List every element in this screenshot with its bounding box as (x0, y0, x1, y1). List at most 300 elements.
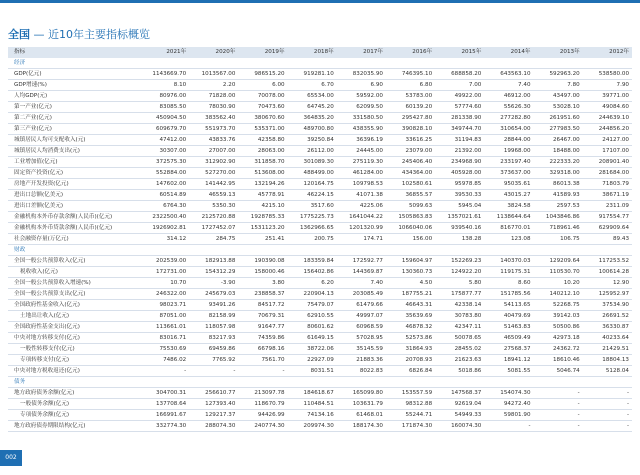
table-cell: 60968.59 (337, 321, 386, 332)
table-cell: 311858.70 (238, 156, 287, 167)
table-cell: 110484.51 (288, 398, 337, 409)
table-row (8, 321, 632, 332)
table-cell: 165099.80 (337, 387, 386, 398)
table-cell: 43833.76 (189, 134, 238, 145)
indicator-name: 全国政府性基金支出(亿元) (8, 321, 140, 332)
table-cell: 106.75 (534, 233, 583, 244)
table-cell: 46912.00 (484, 90, 533, 101)
table-cell: 21429.51 (583, 343, 632, 354)
table-cell: 41071.38 (337, 189, 386, 200)
table-cell: 2322500.40 (140, 211, 189, 222)
table-row (8, 189, 632, 200)
table-cell: 64745.20 (288, 101, 337, 112)
table-cell: 154074.30 (484, 387, 533, 398)
table-cell: 919281.10 (288, 68, 337, 79)
indicator-name: 城镇居民人均可支配收入(元) (8, 134, 140, 145)
table-cell: 95978.85 (435, 178, 484, 189)
table-cell: 55244.71 (386, 409, 435, 420)
table-cell: 92619.04 (435, 398, 484, 409)
table-cell: 78030.90 (189, 101, 238, 112)
column-header: 2016年 (412, 49, 433, 56)
table-cell: 18804.13 (583, 354, 632, 365)
table-cell: 1357021.61 (435, 211, 484, 222)
table-cell: 182913.88 (189, 255, 238, 266)
table-cell: 46224.15 (288, 189, 337, 200)
table-cell: 5081.55 (484, 365, 533, 376)
table-row (8, 68, 632, 79)
table-cell: 238858.37 (238, 288, 287, 299)
indicator-name: 进出口差额(亿美元) (8, 200, 140, 211)
table-cell: 246322.00 (140, 288, 189, 299)
table-cell: 83016.71 (140, 332, 189, 343)
table-cell: 277282.80 (484, 112, 533, 123)
table-cell: 7765.92 (189, 354, 238, 365)
table-cell: 438355.90 (337, 123, 386, 134)
table-cell: 127393.40 (189, 398, 238, 409)
table-cell: 137708.64 (140, 398, 189, 409)
table-cell: - (534, 387, 583, 398)
table-cell: 30307.00 (140, 145, 189, 156)
table-cell: 147602.00 (140, 178, 189, 189)
table-cell: 95035.61 (484, 178, 533, 189)
table-cell: 4.50 (386, 277, 435, 288)
table-cell: 461284.00 (337, 167, 386, 178)
table-cell: 4215.10 (238, 200, 287, 211)
indicator-name: 地方政府债务余额(亿元) (8, 387, 140, 398)
table-row (8, 365, 632, 376)
table-cell: 46559.13 (189, 189, 238, 200)
table-cell: 535371.00 (238, 123, 287, 134)
table-cell: 21883.36 (337, 354, 386, 365)
table-cell: 1201320.99 (337, 222, 386, 233)
table-cell: 213097.78 (238, 387, 287, 398)
table-cell: 152269.23 (435, 255, 484, 266)
table-cell: 1641044.22 (337, 211, 386, 222)
table-row (8, 233, 632, 244)
table-cell: 245679.03 (189, 288, 238, 299)
table-cell: 26467.00 (534, 134, 583, 145)
table-cell: 390828.10 (386, 123, 435, 134)
column-header: 2019年 (264, 49, 285, 56)
table-cell: 36330.87 (583, 321, 632, 332)
table-cell: 166991.67 (140, 409, 189, 420)
table-cell: 288074.30 (189, 420, 238, 431)
column-header: 指标 (14, 49, 26, 56)
table-cell: 450904.50 (140, 112, 189, 123)
table-row (8, 266, 632, 277)
indicator-name: 全国一般公共预算支出(亿元) (8, 288, 140, 299)
column-header: 2017年 (363, 49, 383, 56)
indicator-name: 专项转移支付(亿元) (8, 354, 140, 365)
table-cell: 52573.86 (386, 332, 435, 343)
table-cell: 251.41 (238, 233, 287, 244)
table-cell: 256610.77 (189, 387, 238, 398)
table-cell: 57774.60 (435, 101, 484, 112)
table-cell: 3824.58 (484, 200, 533, 211)
table-cell: 349744.70 (435, 123, 484, 134)
indicator-name: GDP增速(%) (8, 79, 140, 90)
table-cell: 27007.00 (189, 145, 238, 156)
table-cell: 2125720.88 (189, 211, 238, 222)
table-cell: 986515.20 (238, 68, 287, 79)
table-cell: - (534, 409, 583, 420)
table-cell: 1505863.83 (386, 211, 435, 222)
table-cell: 74359.86 (238, 332, 287, 343)
table-cell: 118670.79 (238, 398, 287, 409)
table-cell: 69459.86 (189, 343, 238, 354)
table-cell: 331580.50 (337, 112, 386, 123)
table-cell: 301089.30 (288, 156, 337, 167)
table-cell: 304700.31 (140, 387, 189, 398)
indicator-name: 第三产业(亿元) (8, 123, 140, 134)
table-cell: 12.90 (583, 277, 632, 288)
table-cell: 295427.80 (386, 112, 435, 123)
table-cell: 2597.53 (534, 200, 583, 211)
table-cell: 39142.03 (534, 310, 583, 321)
table-cell: 52268.75 (534, 299, 583, 310)
column-header: 2015年 (461, 49, 482, 56)
table-cell: 28844.00 (484, 134, 533, 145)
indicator-name: GDP(亿元) (8, 68, 140, 79)
table-cell: 49084.60 (583, 101, 632, 112)
table-cell: 33616.25 (386, 134, 435, 145)
indicator-name: 地方政府债券期限结构(亿元) (8, 420, 140, 431)
table-cell: 310654.00 (484, 123, 533, 134)
table-cell: 917554.77 (583, 211, 632, 222)
table-cell: 172592.77 (337, 255, 386, 266)
table-cell: 281684.00 (583, 167, 632, 178)
table-cell: 40479.69 (484, 310, 533, 321)
table-cell: 513608.00 (238, 167, 287, 178)
table-cell: 21623.63 (435, 354, 484, 365)
table-cell: 527270.00 (189, 167, 238, 178)
indicator-name: 进出口总额(亿美元) (8, 189, 140, 200)
indicator-name: 中央对地方转移支付(亿元) (8, 332, 140, 343)
table-cell: 38722.06 (288, 343, 337, 354)
table-cell: 83085.50 (140, 101, 189, 112)
table-cell: 42347.11 (435, 321, 484, 332)
indicator-name: 专项债务余额(亿元) (8, 409, 140, 420)
table-cell: 91647.77 (238, 321, 287, 332)
table-cell: 209974.30 (288, 420, 337, 431)
table-cell: 6.70 (288, 79, 337, 90)
table-cell: 125952.97 (583, 288, 632, 299)
table-row (8, 112, 632, 123)
table-cell: 10.70 (140, 277, 189, 288)
table-cell: 190390.08 (238, 255, 287, 266)
table-cell: 8.10 (140, 79, 189, 90)
indicator-name: 金融机构本外币贷款余额(人民币)(亿元) (8, 222, 140, 233)
table-cell: 1043846.86 (534, 211, 583, 222)
table-cell: 55626.30 (484, 101, 533, 112)
section-row (8, 58, 632, 69)
table-cell: 74134.16 (288, 409, 337, 420)
table-cell: 643563.10 (484, 68, 533, 79)
table-cell: 158000.46 (238, 266, 287, 277)
table-cell: 312902.90 (189, 156, 238, 167)
table-cell: 1926902.81 (140, 222, 189, 233)
table-cell: 1775225.73 (288, 211, 337, 222)
indicator-name: 第二产业(亿元) (8, 112, 140, 123)
table-cell: 434364.00 (386, 167, 435, 178)
table-cell: 59592.00 (337, 90, 386, 101)
table-row (8, 211, 632, 222)
table-cell: 174.71 (337, 233, 386, 244)
table-cell: 43497.00 (534, 90, 583, 101)
table-cell: - (189, 365, 238, 376)
table-cell: 46878.32 (386, 321, 435, 332)
table-cell: 153557.59 (386, 387, 435, 398)
table-cell: 7.40 (337, 277, 386, 288)
table-cell: 140212.10 (534, 288, 583, 299)
table-cell: 2311.09 (583, 200, 632, 211)
column-header: 2018年 (313, 49, 334, 56)
table-cell: - (534, 420, 583, 431)
table-cell: 5.80 (435, 277, 484, 288)
table-row (8, 310, 632, 321)
table-cell: 489700.80 (288, 123, 337, 134)
table-cell: 100614.28 (583, 266, 632, 277)
table-cell: 372575.30 (140, 156, 189, 167)
table-row (8, 398, 632, 409)
table-cell: 222333.20 (534, 156, 583, 167)
table-cell: 42973.18 (534, 332, 583, 343)
table-cell: 40233.64 (583, 332, 632, 343)
table-cell: - (484, 420, 533, 431)
table-cell: 138.28 (435, 233, 484, 244)
table-row (8, 123, 632, 134)
table-cell: 1013567.00 (189, 68, 238, 79)
table-cell: 5350.30 (189, 200, 238, 211)
table-cell: 329318.00 (534, 167, 583, 178)
indicator-name: 全国一般公共预算收入增速(%) (8, 277, 140, 288)
table-cell: 113661.01 (140, 321, 189, 332)
table-cell: 61649.15 (288, 332, 337, 343)
table-cell: 27568.37 (484, 343, 533, 354)
table-cell: 18941.12 (484, 354, 533, 365)
table-cell: 57028.95 (337, 332, 386, 343)
table-cell: 383562.40 (189, 112, 238, 123)
table-cell: 281338.90 (435, 112, 484, 123)
table-cell: 36855.57 (386, 189, 435, 200)
table-cell: 6.90 (337, 79, 386, 90)
table-cell: 21392.00 (435, 145, 484, 156)
table-cell: 31194.83 (435, 134, 484, 145)
indicator-name: 土地出让收入(亿元) (8, 310, 140, 321)
table-cell: 24445.00 (337, 145, 386, 156)
table-cell: 28455.02 (435, 343, 484, 354)
table-cell: 8.60 (484, 277, 533, 288)
table-cell: 20708.93 (386, 354, 435, 365)
table-cell: 373637.00 (484, 167, 533, 178)
table-cell: 151785.56 (484, 288, 533, 299)
table-row (8, 288, 632, 299)
table-cell: - (583, 420, 632, 431)
table-cell: 156402.86 (288, 266, 337, 277)
table-cell: 124922.20 (435, 266, 484, 277)
table-cell: 50078.65 (435, 332, 484, 343)
table-row (8, 332, 632, 343)
indicator-name: 第一产业(亿元) (8, 101, 140, 112)
table-cell: 26691.52 (583, 310, 632, 321)
table-cell: 245406.40 (386, 156, 435, 167)
table-cell: 609679.70 (140, 123, 189, 134)
table-row (8, 134, 632, 145)
table-cell: 187755.21 (386, 288, 435, 299)
table-cell: 171874.30 (386, 420, 435, 431)
section-label: 财政 (8, 244, 632, 255)
table-cell: - (140, 365, 189, 376)
table-cell: 35145.59 (337, 343, 386, 354)
table-cell: 30783.80 (435, 310, 484, 321)
table-cell: 7561.70 (238, 354, 287, 365)
table-cell: 688858.20 (435, 68, 484, 79)
table-cell: 71803.79 (583, 178, 632, 189)
indicator-name: 固定资产投资(亿元) (8, 167, 140, 178)
table-cell: 28063.00 (238, 145, 287, 156)
table-cell: 45778.91 (238, 189, 287, 200)
table-cell: 31864.93 (386, 343, 435, 354)
table-cell: 7.90 (583, 79, 632, 90)
table-row (8, 178, 632, 189)
table-cell: 1143669.70 (140, 68, 189, 79)
table-cell: 120164.75 (288, 178, 337, 189)
table-row (8, 420, 632, 431)
table-cell: 172731.00 (140, 266, 189, 277)
table-cell: 82158.99 (189, 310, 238, 321)
table-cell: 261951.60 (534, 112, 583, 123)
table-cell: 202539.00 (140, 255, 189, 266)
table-cell: 488499.00 (288, 167, 337, 178)
table-cell: 314.12 (140, 233, 189, 244)
table-cell: 54113.65 (484, 299, 533, 310)
table-cell: 405928.00 (435, 167, 484, 178)
column-header: 2020年 (215, 49, 236, 56)
table-cell: 208901.40 (583, 156, 632, 167)
table-cell: 10.20 (534, 277, 583, 288)
table-cell: 93491.26 (189, 299, 238, 310)
table-cell: 8031.51 (288, 365, 337, 376)
table-cell: 175877.77 (435, 288, 484, 299)
table-cell: 332774.30 (140, 420, 189, 431)
indicator-name: 人均GDP(元) (8, 90, 140, 101)
table-cell: 132194.26 (238, 178, 287, 189)
table-cell: 65534.00 (288, 90, 337, 101)
table-cell: 98023.71 (140, 299, 189, 310)
table-cell: 140370.03 (484, 255, 533, 266)
table-cell: 552884.00 (140, 167, 189, 178)
table-cell: 43015.27 (484, 189, 533, 200)
table-cell: 109798.53 (337, 178, 386, 189)
table-cell: 244856.20 (583, 123, 632, 134)
table-cell: 42338.14 (435, 299, 484, 310)
table-cell: - (583, 398, 632, 409)
table-cell: 84517.72 (238, 299, 287, 310)
table-cell: 60514.89 (140, 189, 189, 200)
table-cell: 832035.90 (337, 68, 386, 79)
table-cell: 37534.90 (583, 299, 632, 310)
table-row (8, 145, 632, 156)
table-cell: 86013.38 (534, 178, 583, 189)
table-cell: 200.75 (288, 233, 337, 244)
table-row (8, 354, 632, 365)
column-header: 2012年 (609, 49, 629, 56)
table-cell: 39530.33 (435, 189, 484, 200)
table-cell: 94426.99 (238, 409, 287, 420)
table-cell: 1531123.20 (238, 222, 287, 233)
table-cell: 50500.86 (534, 321, 583, 332)
table-cell: 70078.00 (238, 90, 287, 101)
table-cell: 66798.16 (238, 343, 287, 354)
table-cell: 39771.00 (583, 90, 632, 101)
table-cell: 18610.46 (534, 354, 583, 365)
table-cell: 98312.88 (386, 398, 435, 409)
table-cell: 284.75 (189, 233, 238, 244)
table-cell: 1362966.65 (288, 222, 337, 233)
table-cell: -3.90 (189, 277, 238, 288)
table-cell: 35639.69 (386, 310, 435, 321)
table-cell: 54949.33 (435, 409, 484, 420)
table-cell: 22927.09 (288, 354, 337, 365)
table-cell: - (238, 365, 287, 376)
page-title-subtitle: — 近10年主要指标概览 (30, 28, 150, 41)
table-row (8, 255, 632, 266)
table-cell: 18488.00 (534, 145, 583, 156)
table-cell: 592963.20 (534, 68, 583, 79)
indicator-name: 中央对地方税收返还(亿元) (8, 365, 140, 376)
table-cell: 118057.98 (189, 321, 238, 332)
table-cell: 6.20 (288, 277, 337, 288)
table-cell: 6764.30 (140, 200, 189, 211)
table-cell: 61479.66 (337, 299, 386, 310)
table-cell: 129209.64 (534, 255, 583, 266)
table-cell: 42358.80 (238, 134, 287, 145)
table-cell: 147568.37 (435, 387, 484, 398)
table-cell: 220904.13 (288, 288, 337, 299)
indicator-name: 税收收入(亿元) (8, 266, 140, 277)
page-number: 002 (0, 450, 22, 466)
table-cell: 38671.19 (583, 189, 632, 200)
table-cell: 5945.04 (435, 200, 484, 211)
table-body (8, 58, 632, 432)
table-cell: 26112.00 (288, 145, 337, 156)
table-cell: 234968.90 (435, 156, 484, 167)
table-cell: 6.80 (386, 79, 435, 90)
table-cell: 39250.84 (288, 134, 337, 145)
table-cell: 130360.73 (386, 266, 435, 277)
table-cell: 49922.00 (435, 90, 484, 101)
page-title (8, 26, 150, 42)
table-row (8, 299, 632, 310)
table-cell: 1727452.07 (189, 222, 238, 233)
indicator-name: 全国一般公共预算收入(亿元) (8, 255, 140, 266)
table-row (8, 167, 632, 178)
indicator-name: 金融机构本外币存款余额(人民币)(亿元) (8, 211, 140, 222)
table-cell: 183359.84 (288, 255, 337, 266)
table-cell: 746395.10 (386, 68, 435, 79)
table-cell: 1928785.33 (238, 211, 287, 222)
section-row (8, 376, 632, 387)
table-cell: 49997.07 (337, 310, 386, 321)
table-row (8, 200, 632, 211)
table-cell: 19968.00 (484, 145, 533, 156)
table-cell: 123.08 (484, 233, 533, 244)
table-cell: 129217.37 (189, 409, 238, 420)
table-cell: 103631.79 (337, 398, 386, 409)
table-cell: 87051.00 (140, 310, 189, 321)
table-cell: 939540.16 (435, 222, 484, 233)
table-cell: 75479.07 (288, 299, 337, 310)
